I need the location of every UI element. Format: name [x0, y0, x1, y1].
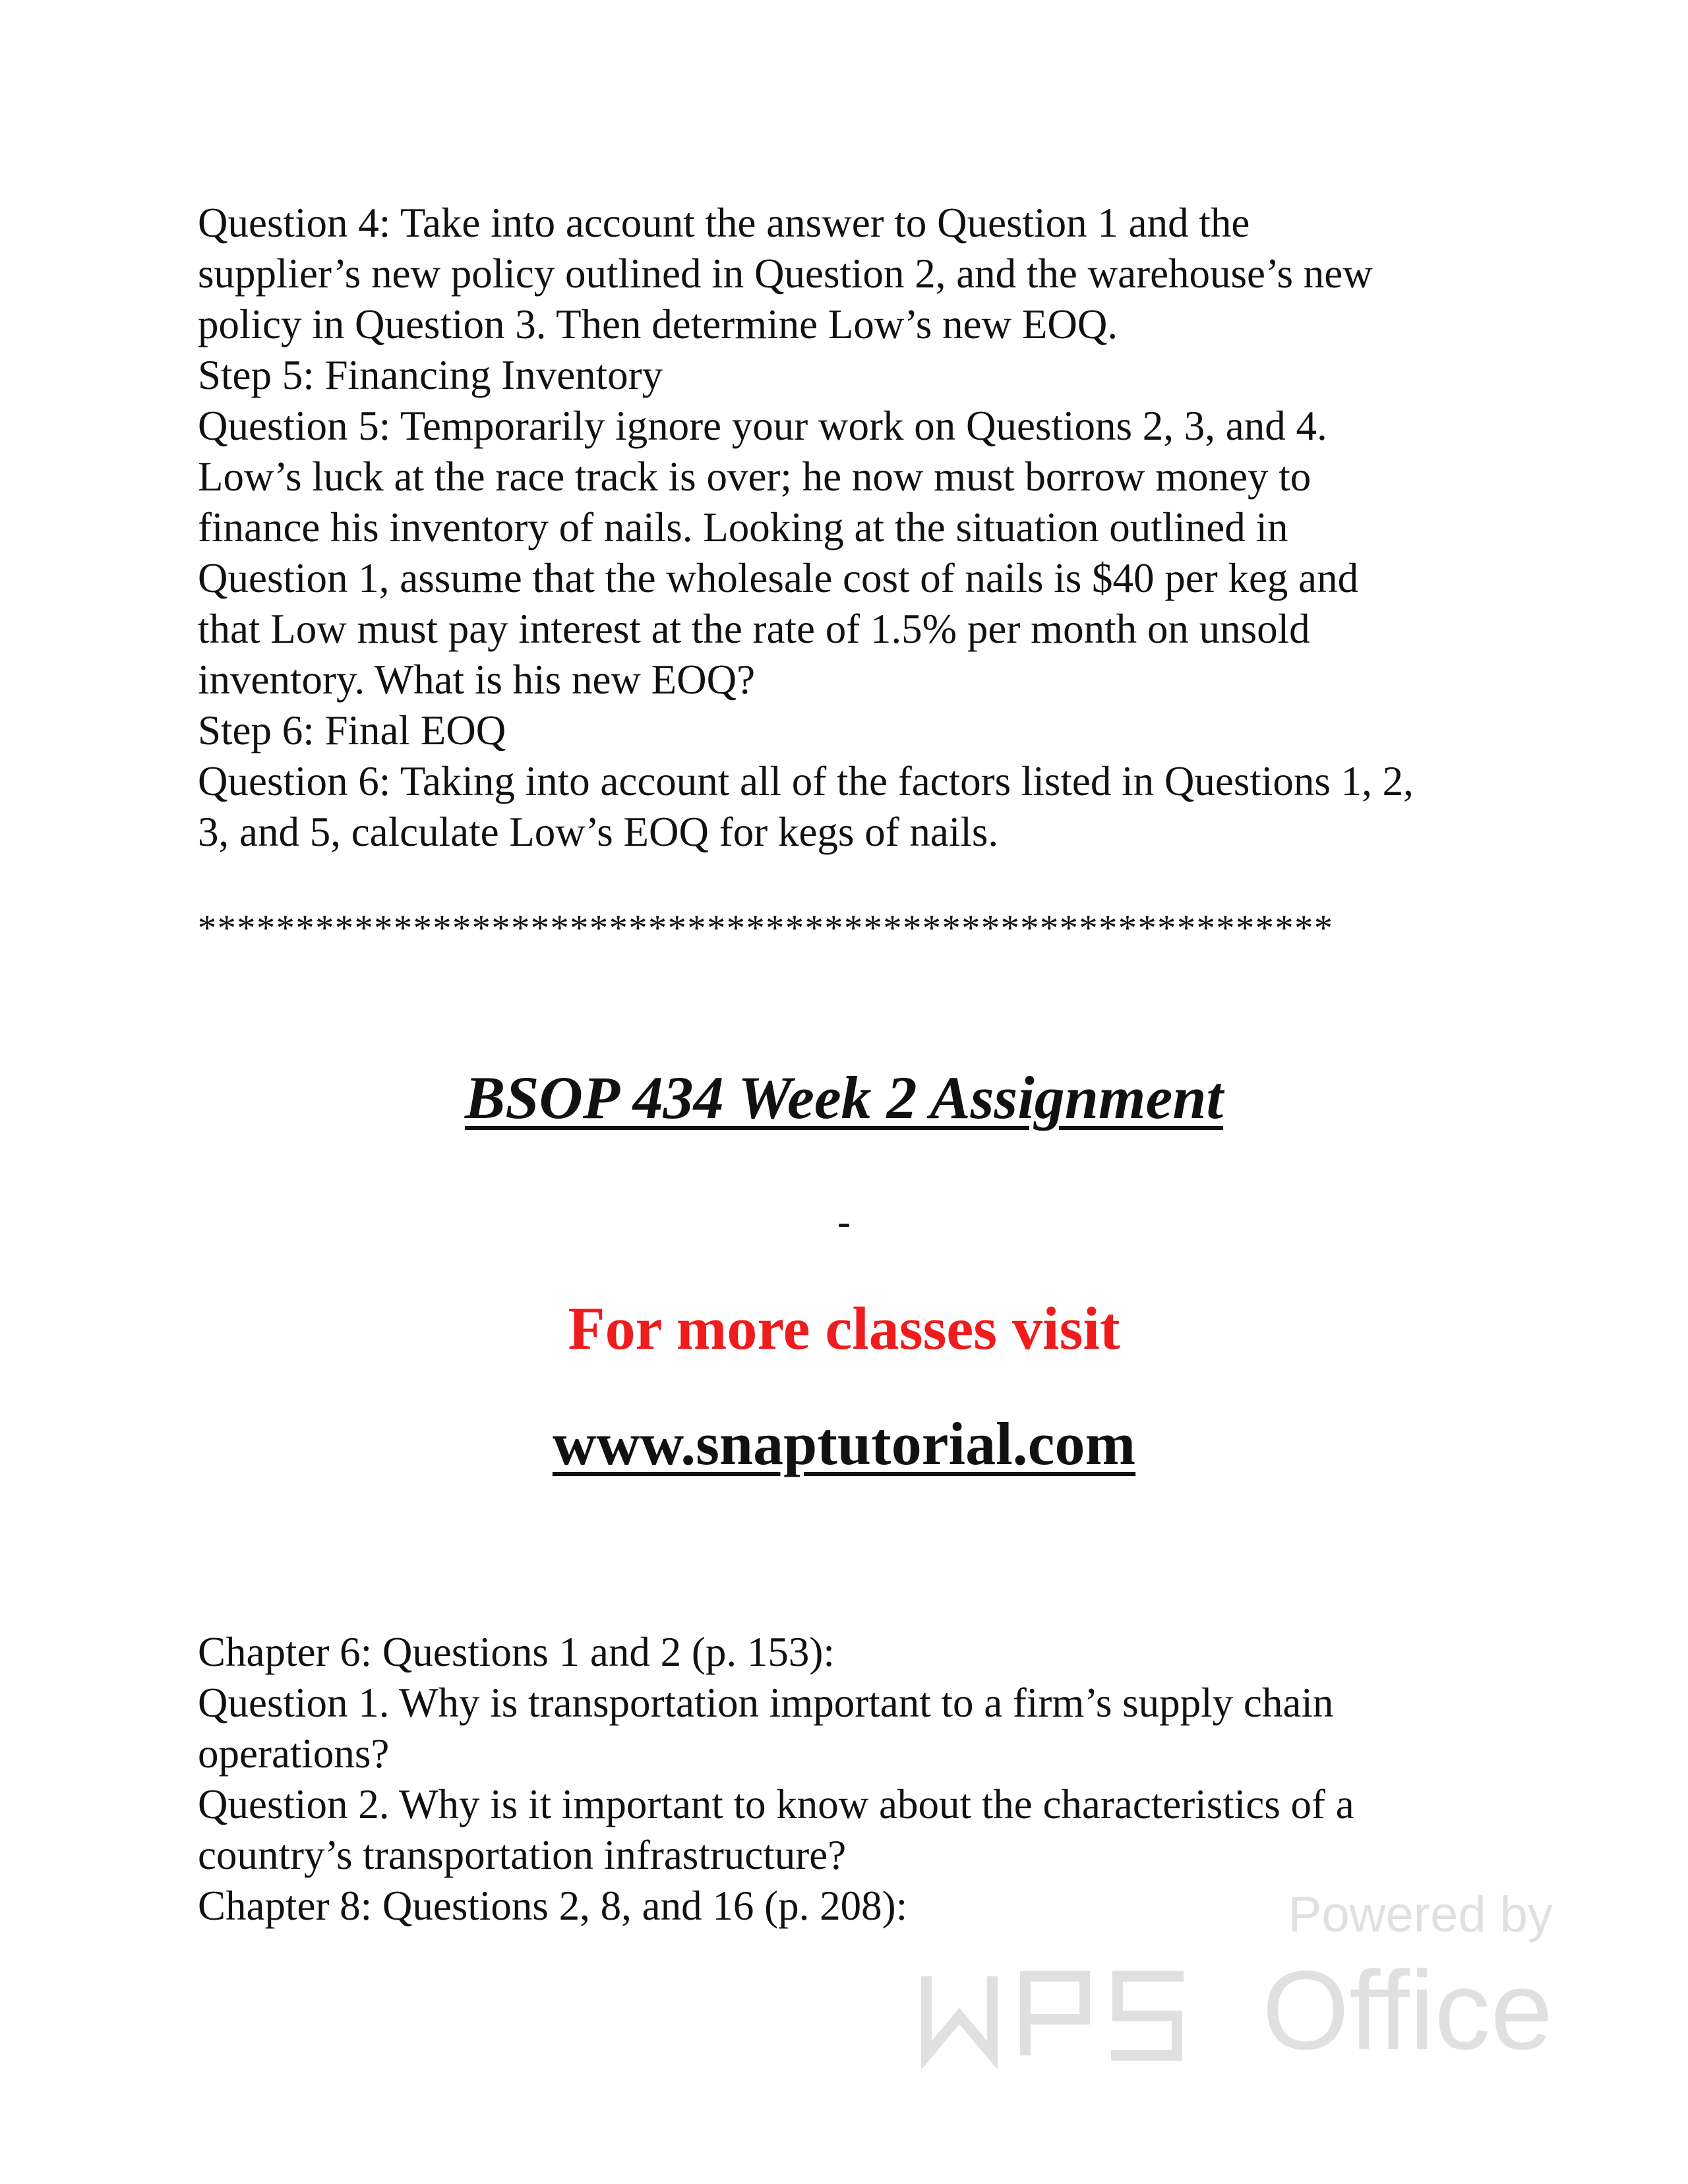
- question-text-block: [198, 198, 1530, 858]
- wps-office-watermark: [920, 1885, 1553, 2077]
- text-line: inventory. What is his new EOQ?: [198, 657, 756, 703]
- watermark-office: Office: [1262, 1948, 1553, 2073]
- dash-separator: -: [837, 1200, 851, 1243]
- text-line: Question 4: Take into account the answer to Question 1 and the: [198, 200, 1250, 246]
- text-line: that Low must pay interest at the rate of 1.5% per month on unsold: [198, 606, 1310, 652]
- text-line: Question 5: Temporarily ignore your work on Questions 2, 3, and 4.: [198, 403, 1327, 449]
- chapter-heading: Chapter 6: Questions 1 and 2 (p. 153):: [198, 1629, 835, 1675]
- step-heading: Step 6: Final EOQ: [198, 707, 506, 753]
- text-line: Low’s luck at the race track is over; he now must borrow money to: [198, 454, 1311, 500]
- text-line: Question 6: Taking into account all of the factors listed in Questions 1, 2,: [198, 758, 1414, 804]
- text-line: country’s transportation infrastructure?: [198, 1832, 847, 1878]
- wps-logo-icon: [920, 1963, 1250, 2069]
- text-line: 3, and 5, calculate Low’s EOQ for kegs of nails.: [198, 809, 999, 855]
- text-line: supplier’s new policy outlined in Question 2, and the warehouse’s new: [198, 251, 1373, 297]
- asterisk-separator: **********************************************************: [198, 908, 1334, 949]
- website-link[interactable]: www.snaptutorial.com: [552, 1410, 1136, 1477]
- text-line: Question 1, assume that the wholesale cost of nails is $40 per keg and: [198, 555, 1359, 601]
- watermark-powered-by: Powered by: [1288, 1887, 1553, 1943]
- text-line: finance his inventory of nails. Looking at the situation outlined in: [198, 504, 1288, 550]
- step-heading: Step 5: Financing Inventory: [198, 352, 663, 398]
- text-line: Question 1. Why is transportation important to a firm’s supply chain: [198, 1680, 1334, 1726]
- assignment-title: BSOP 434 Week 2 Assignment: [464, 1064, 1224, 1131]
- promo-text: For more classes visit: [568, 1295, 1120, 1362]
- text-line: operations?: [198, 1730, 390, 1777]
- chapter-heading: Chapter 8: Questions 2, 8, and 16 (p. 208):: [198, 1883, 908, 1929]
- text-line: policy in Question 3. Then determine Low’s new EOQ.: [198, 301, 1118, 347]
- text-line: Question 2. Why is it important to know about the characteristics of a: [198, 1781, 1354, 1827]
